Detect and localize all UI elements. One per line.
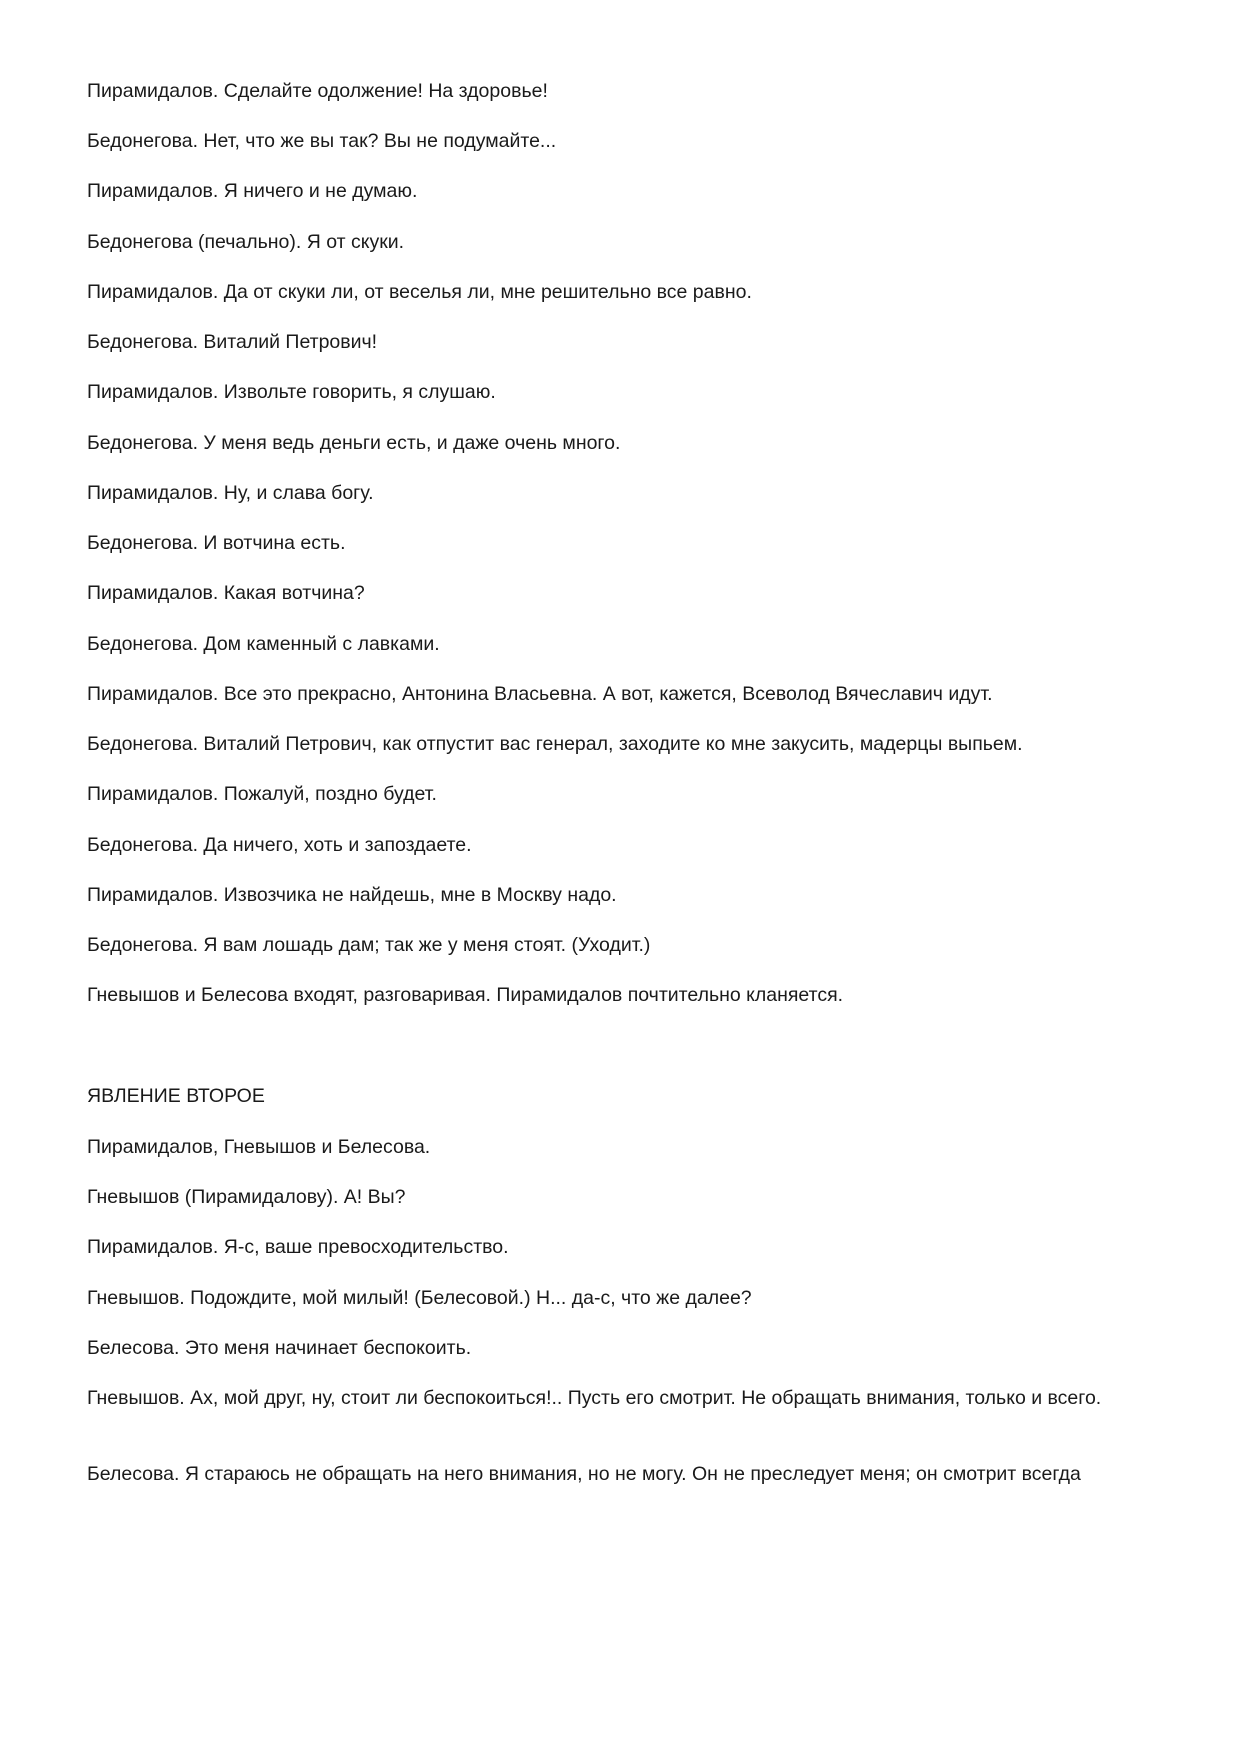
dialogue-line: Бедонегова. Я вам лошадь дам; так же у меня стоят. (Уходит.) xyxy=(87,934,651,956)
dialogue-line: Пирамидалов. Пожалуй, поздно будет. xyxy=(87,783,437,805)
dialogue-line: Пирамидалов. Да от скуки ли, от веселья ли, мне решительно все равно. xyxy=(87,281,752,303)
dialogue-line: Гневышов. Подождите, мой милый! (Белесовой.) Н... да-с, что же далее? xyxy=(87,1287,752,1309)
stage-direction: Гневышов и Белесова входят, разговаривая. Пирамидалов почтительно кланяется. xyxy=(87,984,844,1006)
dialogue-line: Пирамидалов. Извозчика не найдешь, мне в Москву надо. xyxy=(87,884,617,906)
dialogue-line: Пирамидалов. Я-с, ваше превосходительство. xyxy=(87,1236,509,1258)
dialogue-line: Бедонегова. И вотчина есть. xyxy=(87,532,346,554)
dialogue-line: Бедонегова. Дом каменный с лавками. xyxy=(87,633,440,655)
dialogue-line: Пирамидалов. Сделайте одолжение! На здоровье! xyxy=(87,80,548,102)
dialogue-line: Белесова. Я стараюсь не обращать на него внимания, но не могу. Он не преследует меня; он смотрит всегда xyxy=(87,1463,1081,1485)
dialogue-line: Бедонегова. Нет, что же вы так? Вы не подумайте... xyxy=(87,130,557,152)
dialogue-line: Белесова. Это меня начинает беспокоить. xyxy=(87,1337,472,1359)
dialogue-line: Гневышов (Пирамидалову). А! Вы? xyxy=(87,1186,406,1208)
dialogue-line: Пирамидалов. Ну, и слава богу. xyxy=(87,482,374,504)
dialogue-line: Пирамидалов. Какая вотчина? xyxy=(87,582,365,604)
dialogue-line: Пирамидалов. Все это прекрасно, Антонина Власьевна. А вот, кажется, Всеволод Вячеславич идут. xyxy=(87,683,993,705)
dialogue-line: Пирамидалов. Я ничего и не думаю. xyxy=(87,180,418,202)
stage-direction: Пирамидалов, Гневышов и Белесова. xyxy=(87,1136,431,1158)
dialogue-line: Бедонегова. Виталий Петрович! xyxy=(87,331,378,353)
scene-heading: ЯВЛЕНИЕ ВТОРОЕ xyxy=(87,1085,265,1107)
dialogue-line: Гневышов. Ах, мой друг, ну, стоит ли беспокоиться!.. Пусть его смотрит. Не обращать внимания, только и всего. xyxy=(87,1387,1102,1409)
dialogue-line: Бедонегова (печально). Я от скуки. xyxy=(87,231,405,253)
dialogue-line: Пирамидалов. Извольте говорить, я слушаю. xyxy=(87,381,496,403)
dialogue-line: Бедонегова. У меня ведь деньги есть, и даже очень много. xyxy=(87,432,621,454)
dialogue-line: Бедонегова. Виталий Петрович, как отпустит вас генерал, заходите ко мне закусить, мадерцы выпьем. xyxy=(87,733,1023,755)
dialogue-line: Бедонегова. Да ничего, хоть и запоздаете. xyxy=(87,834,472,856)
